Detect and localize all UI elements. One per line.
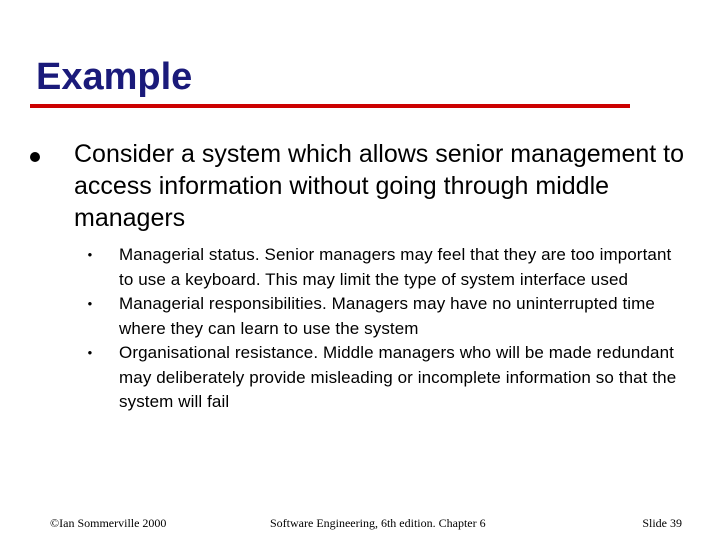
slide-title: Example: [36, 56, 193, 98]
footer-copyright: ©Ian Sommerville 2000: [50, 516, 167, 530]
main-point-text: Consider a system which allows senior management to access information without going through middle managers: [74, 140, 684, 232]
footer-slide-number: Slide 39: [642, 516, 682, 530]
title-underline: [30, 104, 630, 108]
sub-point-text: Managerial responsibilities. Managers may have no uninterrupted time where they can learn to use the system: [119, 294, 655, 338]
sub-bullet-icon: •: [87, 247, 93, 262]
sub-point-list: [80, 243, 680, 415]
footer-book-title: Software Engineering, 6th edition. Chapter 6: [270, 516, 486, 530]
sub-bullet-icon: •: [87, 345, 93, 360]
sub-point-item: [80, 292, 680, 341]
sub-bullet-icon: •: [87, 296, 93, 311]
sub-point-item: [80, 341, 680, 415]
sub-point-text: Organisational resistance. Middle managers who will be made redundant may deliberately provide misleading or incomplete information so that the system will fail: [119, 343, 677, 411]
main-bullet-icon: [30, 152, 40, 162]
sub-point-item: [80, 243, 680, 292]
sub-point-text: Managerial status. Senior managers may feel that they are too important to use a keyboard. This may limit the type of system interface used: [119, 245, 672, 289]
